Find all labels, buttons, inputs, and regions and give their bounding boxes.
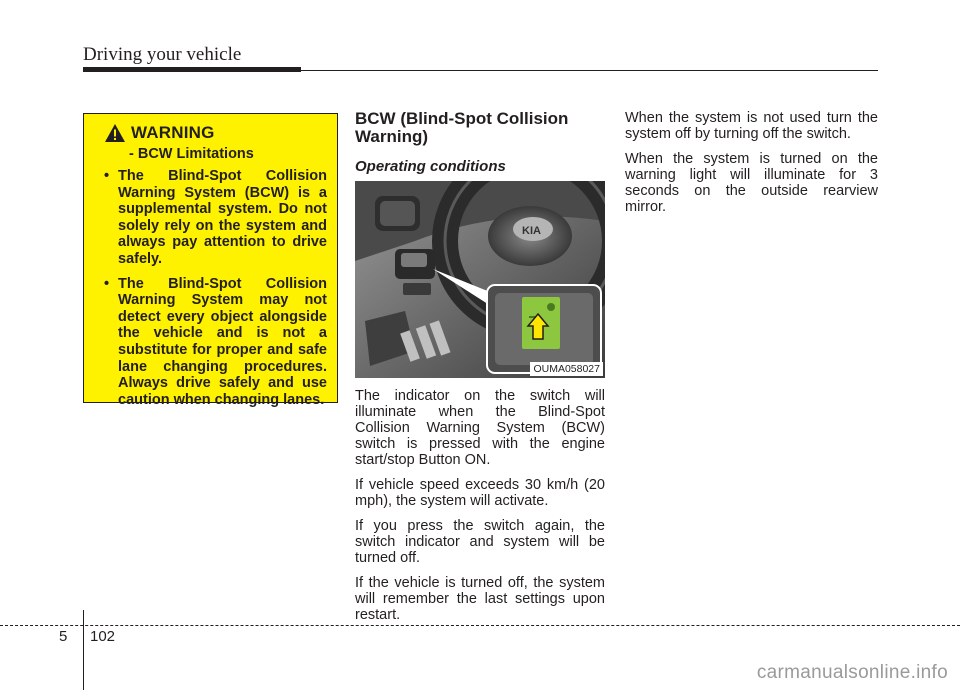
bcw-switch-figure: [355, 181, 605, 378]
footer-rule: [0, 625, 960, 626]
paragraph: The indicator on the switch will illuminate when the Blind-Spot Collision Warning System (BCW) switch is pressed with the engine start/stop Button ON.: [355, 388, 605, 468]
warning-item: • The Blind-Spot Collision Warning System (BCW) is a supplemental system. Do not solely rely on the system and always pay attention to drive safely.: [102, 168, 327, 268]
page-number: 102: [90, 628, 116, 645]
warning-box: [83, 113, 338, 408]
section-subtitle: Operating conditions: [355, 158, 506, 175]
warning-item: • The Blind-Spot Collision Warning System may not detect every object alongside the vehicle and is not a substitute for proper and safe lane changing procedures. Always drive safely and use caution when changing lanes.: [102, 276, 327, 409]
warning-heading: [104, 123, 327, 143]
watermark[interactable]: carmanualsonline.info: [756, 662, 948, 683]
warning-title: WARNING: [131, 123, 215, 142]
chapter-number: 5: [59, 628, 68, 645]
warning-triangle-icon: [104, 123, 126, 143]
header-rule-thin: [301, 70, 878, 71]
section-title: BCW (Blind-Spot Collision Warning): [355, 109, 569, 146]
figure-code: OUMA058027: [530, 362, 603, 376]
warning-list: [102, 168, 327, 408]
paragraph: If the vehicle is turned off, the system will remember the last settings upon restart.: [355, 575, 605, 623]
paragraph: When the system is turned on the warning light will illuminate for 3 seconds on the outside rearview mirror.: [625, 151, 878, 215]
right-column: [625, 110, 878, 224]
paragraph: If you press the switch again, the switch indicator and system will be turned off.: [355, 518, 605, 566]
steering-logo: KIA: [522, 225, 541, 237]
footer-divider: [83, 610, 84, 690]
header-title: Driving your vehicle: [83, 44, 242, 65]
warning-subtitle: - BCW Limitations: [129, 146, 254, 162]
dashboard-illustration: [355, 181, 605, 378]
header-rule-thick: [83, 67, 301, 72]
paragraph: If vehicle speed exceeds 30 km/h (20 mph), the system will activate.: [355, 477, 605, 509]
paragraph: When the system is not used turn the system off by turning off the switch.: [625, 110, 878, 142]
main-column: [355, 110, 605, 632]
